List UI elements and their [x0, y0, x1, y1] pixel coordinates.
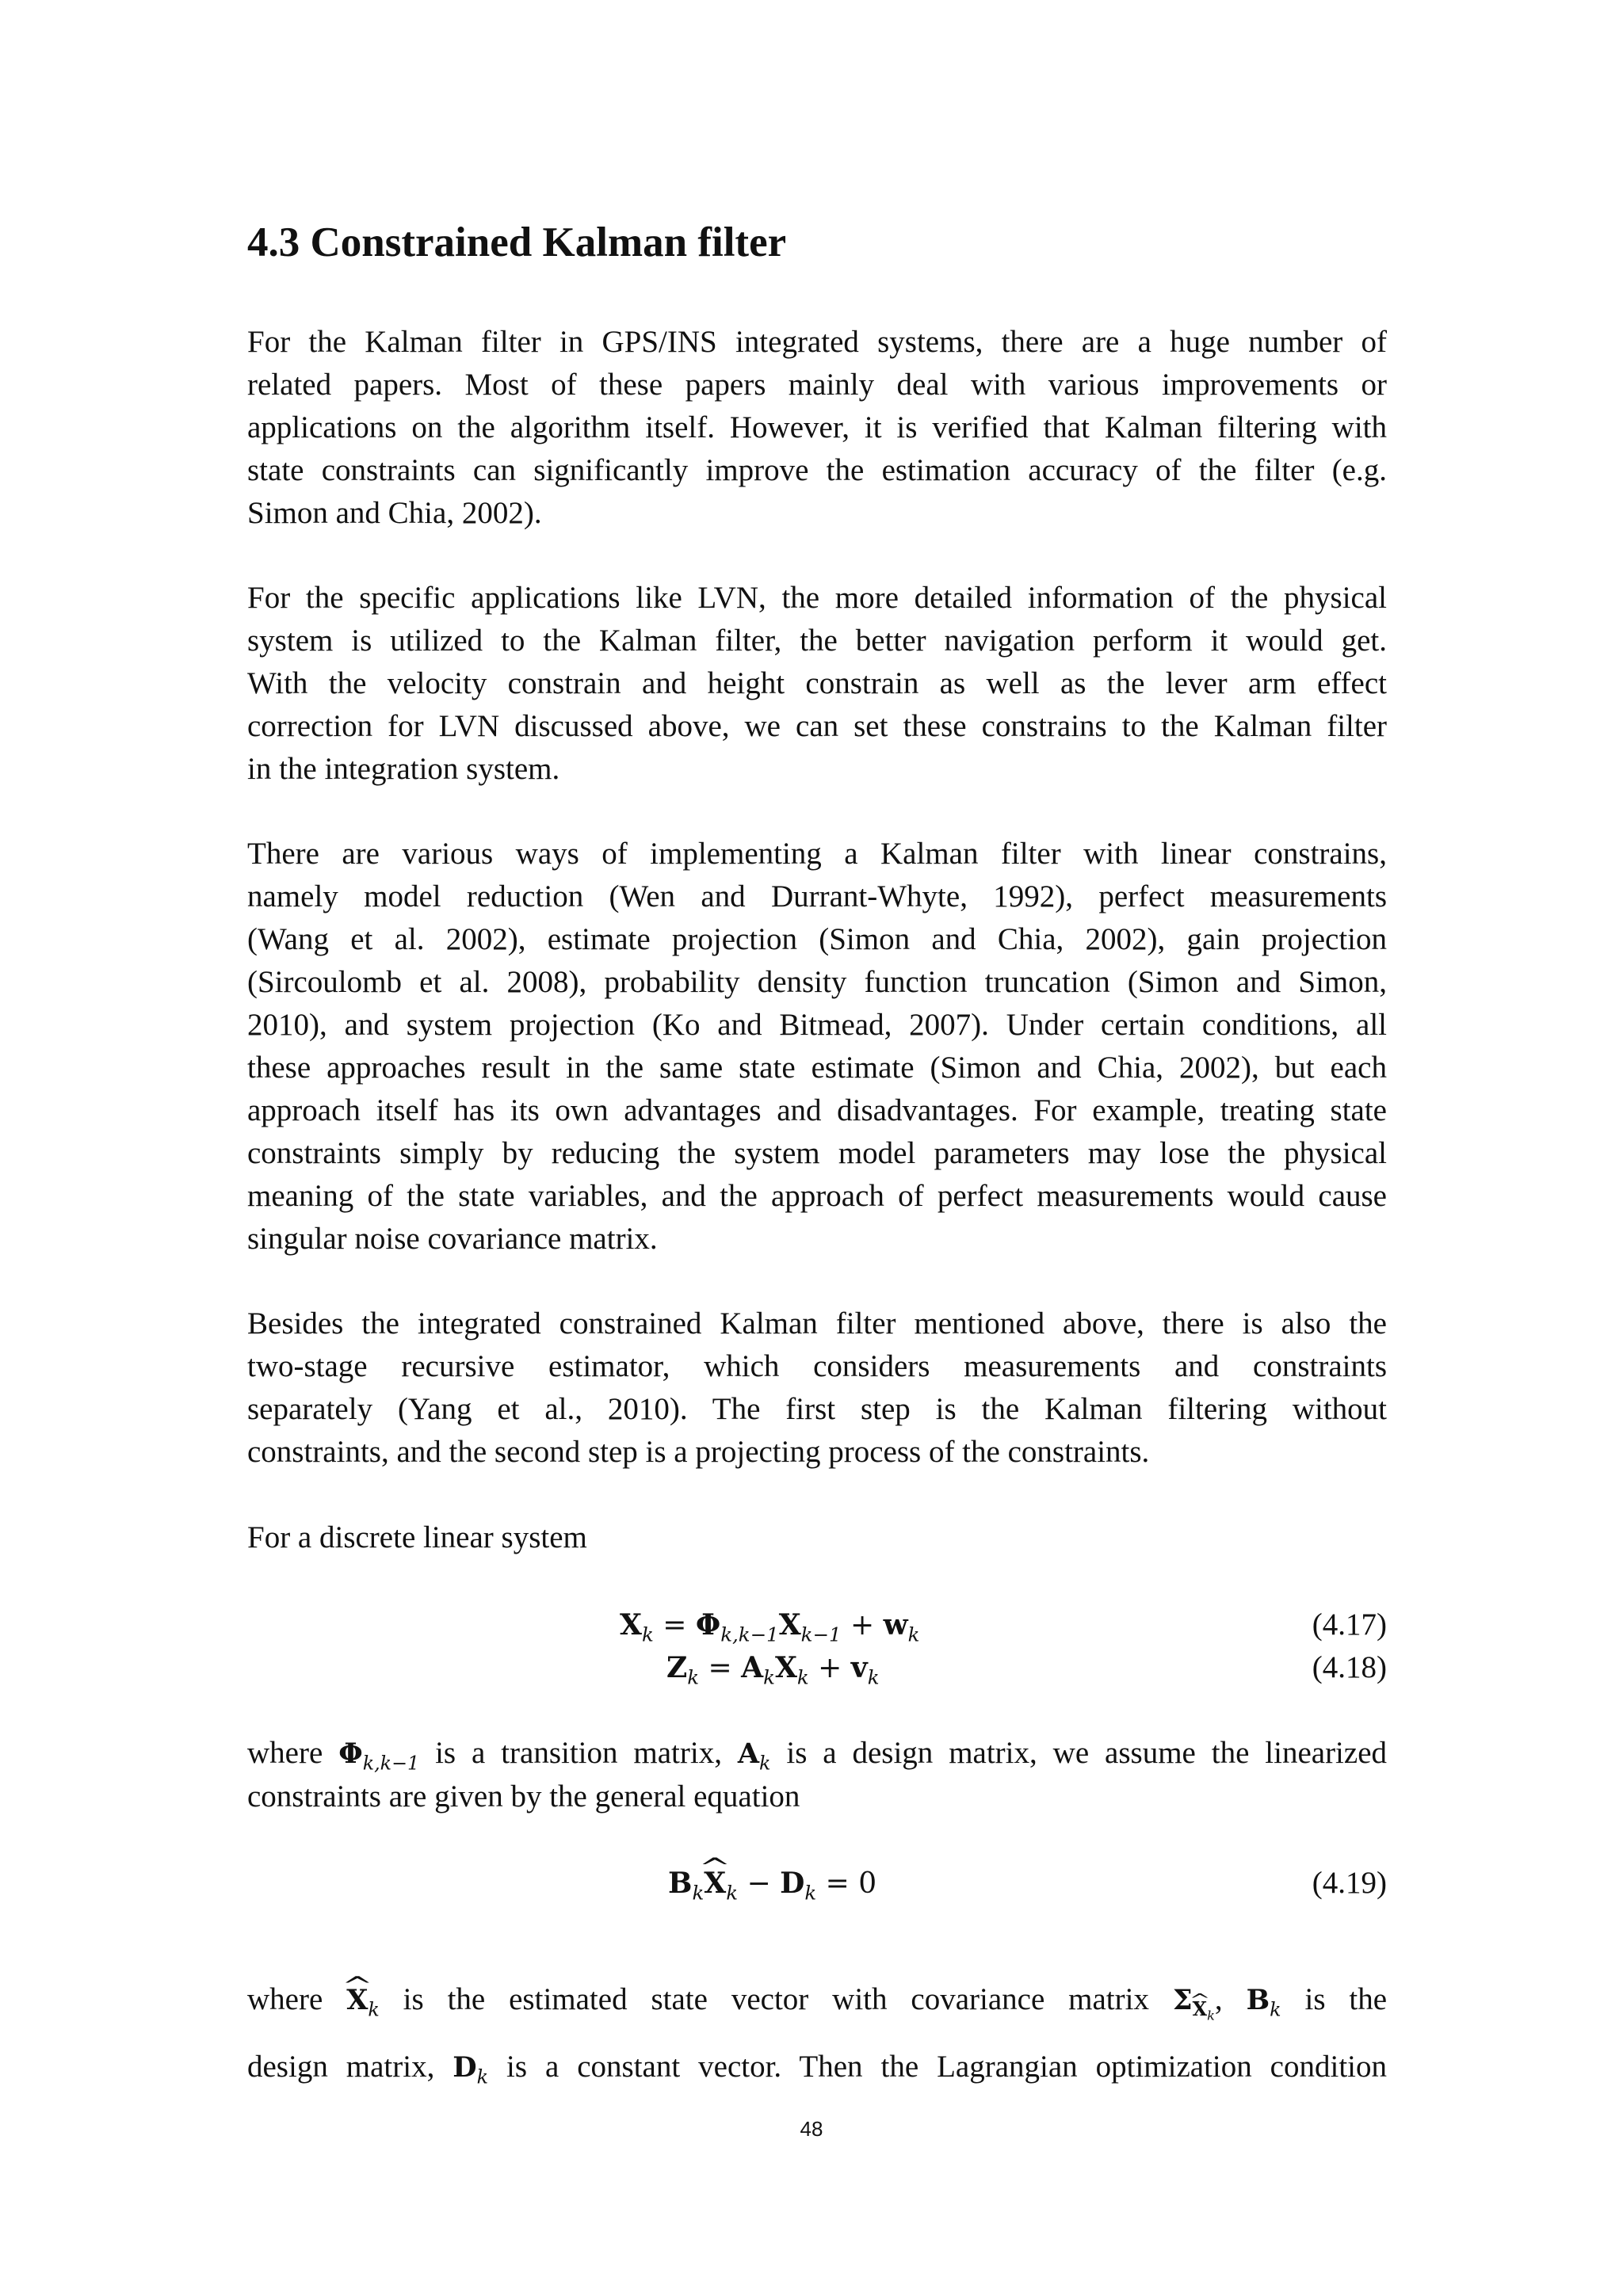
paragraph-line: in the integration system.	[247, 752, 560, 786]
paragraph-two-stage	[247, 1302, 1387, 1474]
equation-body: $Z_k = A_kX_k + v_k$	[666, 1651, 880, 1689]
paragraph-intro	[247, 321, 1387, 535]
paragraph-line: system is utilized to the Kalman filter, the better navigation perform it would get.	[247, 624, 1387, 658]
paragraph-system-intro	[247, 1516, 1387, 1559]
paragraph-line: separately (Yang et al., 2010). The first step is the Kalman filtering without	[247, 1392, 1387, 1426]
inline-math-phi: $\Phi_{k,k-1}$	[338, 1737, 420, 1775]
paragraph-line: singular noise covariance matrix.	[247, 1222, 658, 1256]
inline-text: is the	[1304, 1982, 1388, 2016]
paragraph-line: There are various ways of implementing a Kalman filter with linear constrains,	[247, 837, 1387, 871]
inline-text: is a design matrix, we assume the linearized	[786, 1736, 1388, 1770]
equation-number: (4.17)	[1312, 1608, 1387, 1642]
paragraph-line: two-stage recursive estimator, which considers measurements and constraints	[247, 1349, 1387, 1383]
equation-body: $X_k = \Phi_{k,k-1}X_{k-1} + w_k$	[620, 1608, 920, 1646]
paragraph-line: correction for LVN discussed above, we can set these constrains to the Kalman filter	[247, 709, 1387, 743]
inline-text: where	[247, 1736, 323, 1770]
paragraph-line: meaning of the state variables, and the approach of perfect measurements would cause	[247, 1179, 1387, 1213]
paragraph-line: (Wang et al. 2002), estimate projection (Simon and Chia, 2002), gain projection	[247, 922, 1387, 956]
paragraph-line: related papers. Most of these papers mainly deal with various improvements or	[247, 368, 1387, 402]
paragraph-line: applications on the algorithm itself. However, it is verified that Kalman filtering with	[247, 410, 1387, 444]
paragraph-line	[247, 1966, 1387, 2034]
paragraph-line: approach itself has its own advantages and disadvantages. For example, treating state	[247, 1093, 1387, 1127]
paragraph-line: constraints, and the second step is a projecting process of the constraints.	[247, 1435, 1150, 1469]
equation-body: $B_k\^{}$ $X_k - D_k = 0$	[668, 1862, 876, 1905]
equation-4-19	[247, 1862, 1387, 1905]
paragraph-line: these approaches result in the same state estimate (Simon and Chia, 2002), but each	[247, 1051, 1387, 1085]
equation-4-18	[247, 1646, 1387, 1689]
paragraph-line: With the velocity constrain and height constrain as well as the lever arm effect	[247, 666, 1387, 700]
paragraph-line: Simon and Chia, 2002).	[247, 496, 542, 530]
inline-text: is the estimated state vector with covariance matrix	[403, 1982, 1149, 2016]
paragraph-line: namely model reduction (Wen and Durrant-Whyte, 1992), perfect measurements	[247, 879, 1387, 913]
inline-math-b: $B_k$	[1246, 1984, 1281, 2021]
equation-number: (4.18)	[1312, 1650, 1387, 1684]
paragraph-line	[247, 1732, 1387, 1775]
paragraph-line: state constraints can significantly improve the estimation accuracy of the filter (e.g.	[247, 453, 1387, 487]
paragraph-line: (Sircoulomb et al. 2008), probability density function truncation (Simon and Simon,	[247, 965, 1387, 999]
paragraph-lvn	[247, 577, 1387, 791]
paragraph-line: For the Kalman filter in GPS/INS integrated systems, there are a huge number of	[247, 325, 1387, 359]
inline-math-a: $A_k$	[737, 1737, 771, 1775]
equation-number: (4.19)	[1312, 1866, 1387, 1900]
page-number: 48	[800, 2117, 823, 2141]
paragraph-line: For a discrete linear system	[247, 1520, 587, 1554]
paragraph-line: constraints are given by the general equation	[247, 1779, 800, 1814]
inline-math-sigma: $\Sigma_{X_k}$,	[1172, 1982, 1223, 2023]
equation-4-17	[247, 1604, 1387, 1646]
inline-text: ,	[1214, 1982, 1223, 2016]
paragraph-line: Besides the integrated constrained Kalman filter mentioned above, there is also the	[247, 1306, 1387, 1341]
paragraph-line: For the specific applications like LVN, the more detailed information of the physical	[247, 581, 1387, 615]
inline-text: is a transition matrix,	[435, 1736, 722, 1770]
paragraph-where-matrices	[247, 1732, 1387, 1818]
inline-math-d: $D_k$	[453, 2051, 489, 2088]
paragraph-line	[247, 2034, 1387, 2101]
section-heading: 4.3 Constrained Kalman filter	[247, 219, 787, 265]
inline-text: design matrix,	[247, 2050, 435, 2084]
inline-text: is a constant vector. Then the Lagrangian optimization condition	[506, 2050, 1388, 2084]
paragraph-where-state	[247, 1966, 1387, 2101]
paragraph-methods	[247, 833, 1387, 1261]
inline-text: where	[247, 1982, 323, 2016]
inline-math-xhat: ^ $X_k$	[346, 1985, 380, 2016]
paragraph-line: 2010), and system projection (Ko and Bitmead, 2007). Under certain conditions, all	[247, 1008, 1387, 1042]
paragraph-line: constraints simply by reducing the system model parameters may lose the physical	[247, 1136, 1387, 1170]
